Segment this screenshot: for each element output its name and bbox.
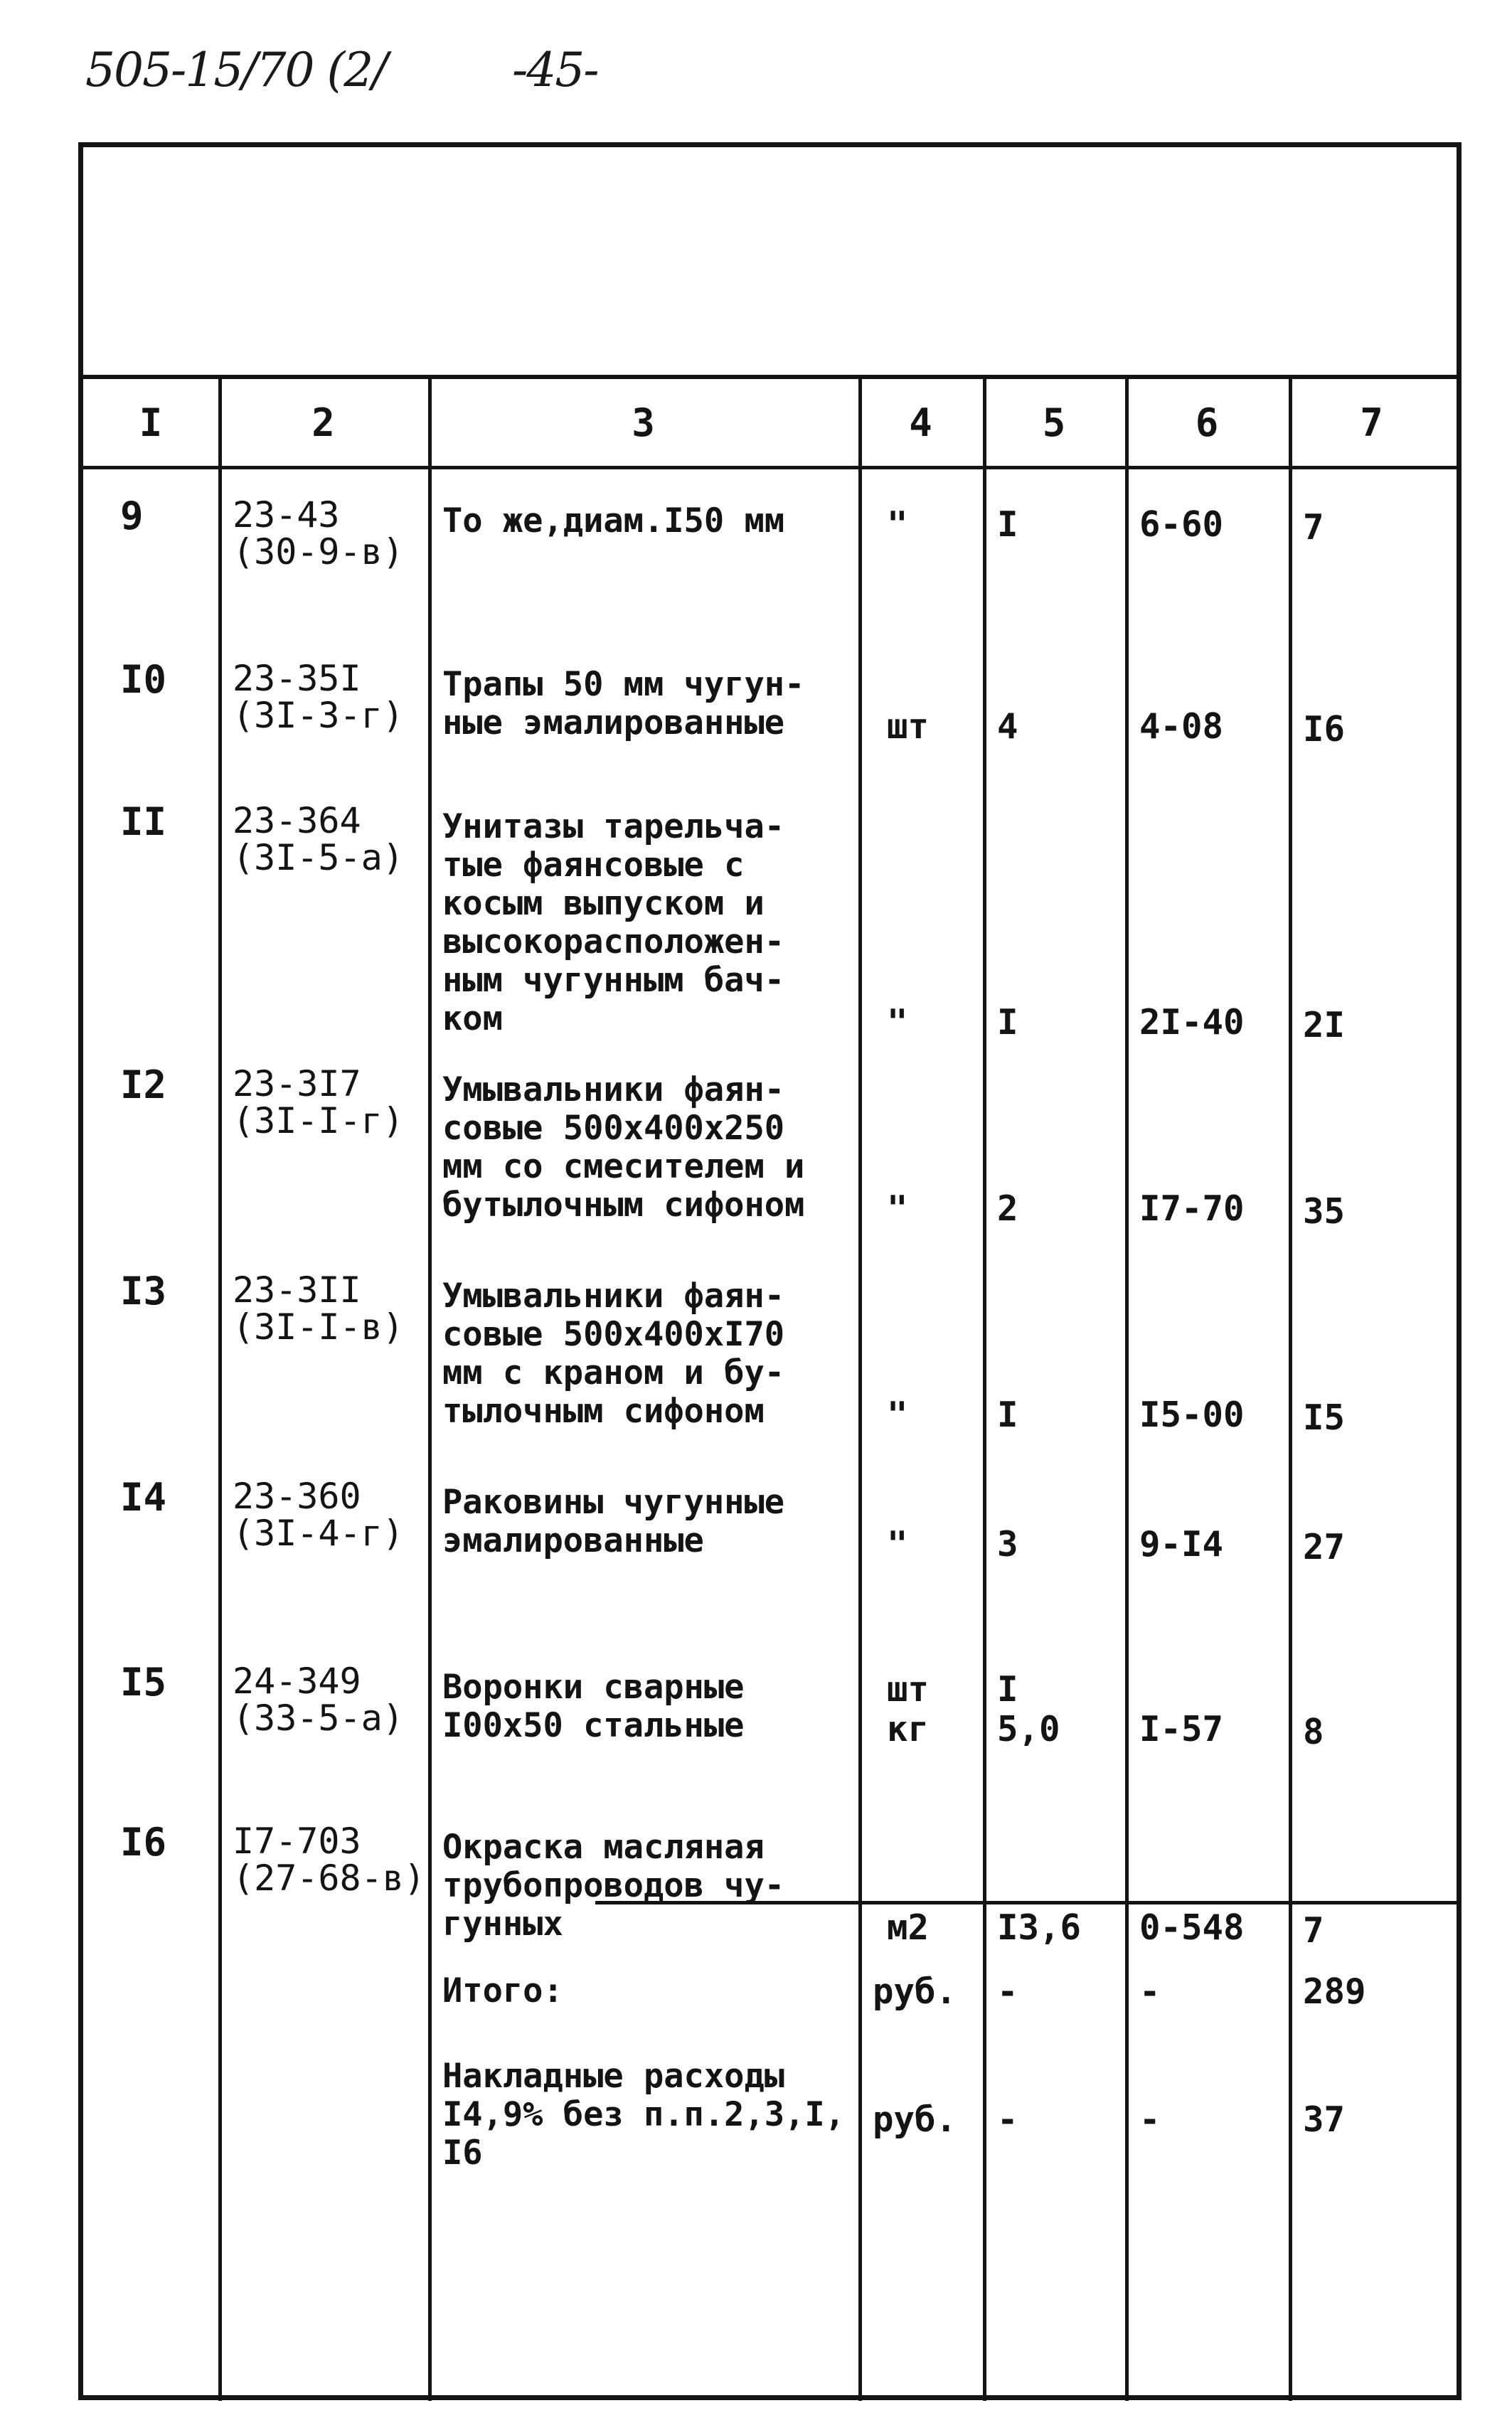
row-number: I6 bbox=[120, 1820, 167, 1865]
summary-quantity: - bbox=[997, 1971, 1018, 2012]
summary-description: Накладные расходы I4,9% без п.п.2,3,I, I6 bbox=[442, 2057, 845, 2173]
row-unit-price: 6-60 bbox=[1139, 504, 1224, 545]
row-description: Окраска масляная трубопроводов чу- гунных bbox=[442, 1828, 785, 1944]
row-unit: шт bbox=[887, 706, 930, 747]
column-divider bbox=[1125, 379, 1129, 2401]
column-header-2: 2 bbox=[312, 400, 335, 445]
row-code: 23-3II (3I-I-в) bbox=[233, 1269, 404, 1348]
row-total: I6 bbox=[1303, 709, 1346, 750]
column-header-7: 7 bbox=[1360, 400, 1383, 445]
row-code: 24-349 (33-5-а) bbox=[233, 1661, 404, 1739]
row-total: I5 bbox=[1303, 1397, 1346, 1438]
column-header-1: I bbox=[139, 400, 163, 445]
summary-unit: руб. bbox=[873, 2099, 957, 2140]
row-total: 7 bbox=[1303, 507, 1324, 548]
row-number: I0 bbox=[120, 657, 167, 702]
row-unit-price: I7-70 bbox=[1139, 1188, 1245, 1229]
column-divider bbox=[1289, 379, 1292, 2401]
estimate-table bbox=[78, 142, 1462, 2400]
row-code: 23-43 (30-9-в) bbox=[233, 494, 404, 572]
column-divider bbox=[983, 379, 986, 2401]
row-quantity: I bbox=[997, 504, 1018, 545]
row-code: I7-703 (27-68-в) bbox=[233, 1821, 425, 1899]
column-divider bbox=[428, 379, 432, 2401]
row-unit: " bbox=[887, 1395, 908, 1435]
row-code: 23-35I (3I-3-г) bbox=[233, 658, 404, 736]
column-header-5: 5 bbox=[1042, 400, 1066, 445]
column-header-row bbox=[83, 379, 1457, 469]
column-divider bbox=[218, 379, 222, 2401]
row-unit-price: 0-548 bbox=[1139, 1907, 1245, 1948]
row-unit: " bbox=[887, 1524, 908, 1565]
row-unit-price: I5-00 bbox=[1139, 1395, 1245, 1435]
row-quantity: I3,6 bbox=[997, 1907, 1082, 1948]
row-description: Трапы 50 мм чугун- ные эмалированные bbox=[442, 665, 805, 742]
summary-unit-price: - bbox=[1139, 1971, 1161, 2012]
row-total: 27 bbox=[1303, 1527, 1346, 1567]
summary-description: Итого: bbox=[442, 1971, 563, 2010]
row-quantity: I bbox=[997, 1002, 1018, 1043]
row-unit-price: I-57 bbox=[1139, 1709, 1224, 1749]
summary-unit: руб. bbox=[873, 1971, 957, 2012]
archive-code-annotation: 505-15/70 (2/ bbox=[85, 43, 387, 97]
row-unit-price: 2I-40 bbox=[1139, 1002, 1245, 1043]
column-divider bbox=[858, 379, 862, 2401]
row-quantity: I bbox=[997, 1395, 1018, 1435]
row-total: 7 bbox=[1303, 1910, 1324, 1951]
row-number: I2 bbox=[120, 1062, 167, 1107]
summary-unit-price: - bbox=[1139, 2099, 1161, 2140]
row-description: Воронки сварные I00x50 стальные bbox=[442, 1668, 745, 1745]
row-unit: шт кг bbox=[887, 1669, 930, 1749]
summary-total: 289 bbox=[1303, 1971, 1366, 2012]
row-description: Умывальники фаян- совые 500x400x250 мм со смесителем и бутылочным сифоном bbox=[442, 1070, 805, 1225]
row-unit-price: 4-08 bbox=[1139, 706, 1224, 747]
row-unit: " bbox=[887, 504, 908, 545]
table-top-band bbox=[83, 147, 1457, 379]
summary-quantity: - bbox=[997, 2099, 1018, 2140]
page-number: -45- bbox=[512, 43, 598, 97]
row-number: 9 bbox=[120, 494, 144, 538]
row-unit: " bbox=[887, 1188, 908, 1229]
column-header-4: 4 bbox=[909, 400, 932, 445]
row-quantity: 4 bbox=[997, 706, 1018, 747]
row-description: То же,диам.I50 мм bbox=[442, 501, 785, 540]
row-description: Унитазы тарельча- тые фаянсовые с косым выпуском и высокорасположен- ным чугунным бач- ком bbox=[442, 807, 785, 1038]
column-header-3: 3 bbox=[632, 400, 655, 445]
row-unit: м2 bbox=[887, 1907, 930, 1948]
row-number: I5 bbox=[120, 1660, 167, 1705]
row-code: 23-3I7 (3I-I-г) bbox=[233, 1063, 404, 1141]
row-quantity: 2 bbox=[997, 1188, 1018, 1229]
summary-total: 37 bbox=[1303, 2099, 1346, 2140]
row-unit: " bbox=[887, 1002, 908, 1043]
row-number: II bbox=[120, 799, 167, 844]
row-quantity: 3 bbox=[997, 1524, 1018, 1565]
row-total: 35 bbox=[1303, 1191, 1346, 1232]
row-quantity: I 5,0 bbox=[997, 1669, 1060, 1749]
row-total: 8 bbox=[1303, 1712, 1324, 1752]
row-code: 23-364 (3I-5-а) bbox=[233, 800, 404, 878]
column-header-6: 6 bbox=[1195, 400, 1219, 445]
row-unit-price: 9-I4 bbox=[1139, 1524, 1224, 1565]
table-grid bbox=[83, 379, 1457, 2401]
row-description: Раковины чугунные эмалированные bbox=[442, 1483, 785, 1560]
row-number: I3 bbox=[120, 1269, 167, 1314]
row-total: 2I bbox=[1303, 1005, 1346, 1045]
row-description: Умывальники фаян- совые 500x400xI70 мм с краном и бу- тылочным сифоном bbox=[442, 1277, 785, 1431]
row-code: 23-360 (3I-4-г) bbox=[233, 1476, 404, 1554]
row-number: I4 bbox=[120, 1475, 167, 1520]
